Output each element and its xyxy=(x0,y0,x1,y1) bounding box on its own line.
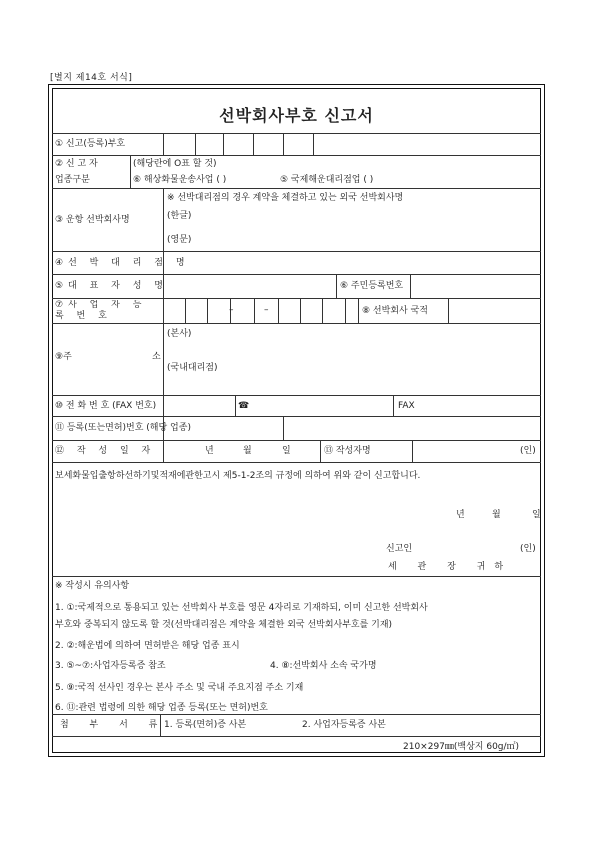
rule xyxy=(52,576,541,577)
rule xyxy=(52,736,541,737)
rule xyxy=(195,133,196,155)
note-3: 3. ⑤~⑦:사업자등록증 참조 xyxy=(55,661,166,671)
field-label-nationality: ⑧ 선박회사 국적 xyxy=(362,306,428,316)
field-label-writer: ⑬ 작성자명 xyxy=(324,446,371,456)
field-label-resident-number: ⑥ 주민등록번호 xyxy=(340,281,404,291)
decl-year: 년 xyxy=(456,510,465,520)
field-label-attachments: 첨 부 서 류 xyxy=(60,720,167,730)
note-2: 2. ②:해운법에 의하여 면허받은 해당 업종 표시 xyxy=(55,641,240,651)
operating-company-note: ※ 선박대리점의 경우 계약을 체결하고 있는 외국 선박회사명 xyxy=(167,193,404,203)
rule xyxy=(52,274,541,275)
rule xyxy=(278,298,279,323)
rule xyxy=(52,188,541,189)
rule xyxy=(52,298,541,299)
rule xyxy=(52,133,541,134)
note-4: 4. ⑧:선박회사 소속 국가명 xyxy=(270,661,377,671)
phone-icon: ☎ xyxy=(238,401,250,411)
rule xyxy=(52,440,541,441)
rule xyxy=(52,251,541,252)
attachment-1: 1. 등록(면허)증 사본 xyxy=(164,720,247,730)
rule xyxy=(253,133,254,155)
rule xyxy=(300,298,301,323)
option-cargo-transport: ⑥ 해상화물운송사업 ( ) xyxy=(133,175,227,185)
rule xyxy=(52,395,541,396)
rule xyxy=(254,298,255,323)
rule xyxy=(185,298,186,323)
field-label-report-code: ① 신고(등록)부호 xyxy=(55,139,126,149)
note-5: 5. ⑨:국적 선사인 경우는 본사 주소 및 국내 주요지점 주소 기재 xyxy=(55,683,304,693)
rule xyxy=(393,395,394,416)
rule xyxy=(163,188,164,462)
field-label-business-registration: ⑦사 업 자 등 록 번 호 xyxy=(55,300,147,321)
label-korean: (한글) xyxy=(167,211,192,221)
label-head-office: (본사) xyxy=(167,329,192,339)
form-number-label: [별지 제14호 서식] xyxy=(50,73,133,83)
rule xyxy=(313,133,314,155)
rule xyxy=(345,298,346,323)
form-title: 선박회사부호 신고서 xyxy=(219,106,374,125)
rule xyxy=(412,440,413,462)
field-label-phone: ⑩ 전 화 번 호 (FAX 번호) xyxy=(55,401,157,411)
field-label-license-number: ⑪ 등록(또는면허)번호 (해당 업종) xyxy=(55,423,191,433)
dash: – xyxy=(229,305,234,315)
declaration-text: 보세화물입출항하선하기및적재에관한고시 제5-1-2조의 규정에 의하여 위와 같이 신고합니다. xyxy=(55,471,421,481)
rule xyxy=(130,155,131,188)
decl-seal: (인) xyxy=(520,544,536,554)
label-year: 년 xyxy=(205,446,214,456)
field-label-agency-name: ④선 박 대 리 점 명 xyxy=(55,258,190,268)
label-day: 일 xyxy=(282,446,291,456)
field-label-reporter: ② 신 고 자 xyxy=(55,159,98,169)
rule xyxy=(283,416,284,440)
rule xyxy=(235,395,236,416)
label-english: (영문) xyxy=(167,235,192,245)
rule xyxy=(207,298,208,323)
paper-spec: 210×297㎜(백상지 60g/㎡) xyxy=(403,742,520,752)
rule xyxy=(320,440,321,462)
business-type-hint: (해당란에 O표 할 것) xyxy=(133,159,217,169)
dash: – xyxy=(264,305,269,315)
rule xyxy=(358,298,359,323)
rule xyxy=(52,155,541,156)
rule xyxy=(336,274,337,298)
rule xyxy=(52,323,541,324)
decl-month: 월 xyxy=(492,510,501,520)
field-label-business-type: 업종구분 xyxy=(55,175,90,185)
label-applicant: 신고인 xyxy=(386,544,413,554)
notes-heading: ※ 작성시 유의사항 xyxy=(55,581,130,591)
field-label-representative: ⑤대 표 자 성 명 xyxy=(55,281,168,291)
rule xyxy=(52,416,541,417)
rule xyxy=(52,462,541,463)
rule xyxy=(223,133,224,155)
label-month: 월 xyxy=(243,446,252,456)
field-label-address: ⑨주 xyxy=(55,352,72,362)
rule xyxy=(283,133,284,155)
note-6: 6. ⑪:관련 법령에 의한 해당 업종 등록(또는 면허)번호 xyxy=(55,703,268,713)
rule xyxy=(448,298,449,323)
field-label-operating-company: ③ 운항 선박회사명 xyxy=(55,215,130,225)
attachment-2: 2. 사업자등록증 사본 xyxy=(302,720,386,730)
rule xyxy=(322,298,323,323)
rule xyxy=(410,274,411,298)
option-shipping-agency: ⑤ 국제해운대리점업 ( ) xyxy=(280,175,374,185)
field-label-address-end: 소 xyxy=(152,352,161,362)
label-seal: (인) xyxy=(520,446,536,456)
note-1: 1. ①:국제적으로 통용되고 있는 선박회사 부호를 영문 4자리로 기재하되, 이미 신고한 선박회사 xyxy=(55,603,428,613)
rule xyxy=(52,714,541,715)
label-customs-chief: 세 관 장 귀하 xyxy=(388,562,513,572)
label-fax: FAX xyxy=(398,401,415,411)
note-1-continued: 부호와 중복되지 않도록 할 것(선박대리점은 계약을 체결한 외국 선박회사부호를 기재) xyxy=(55,620,393,630)
field-label-date: ⑫ 작 성 일 자 xyxy=(55,446,156,456)
decl-day: 일 xyxy=(532,510,541,520)
label-domestic-agency: (국내대리점) xyxy=(167,363,218,373)
rule xyxy=(163,133,164,155)
